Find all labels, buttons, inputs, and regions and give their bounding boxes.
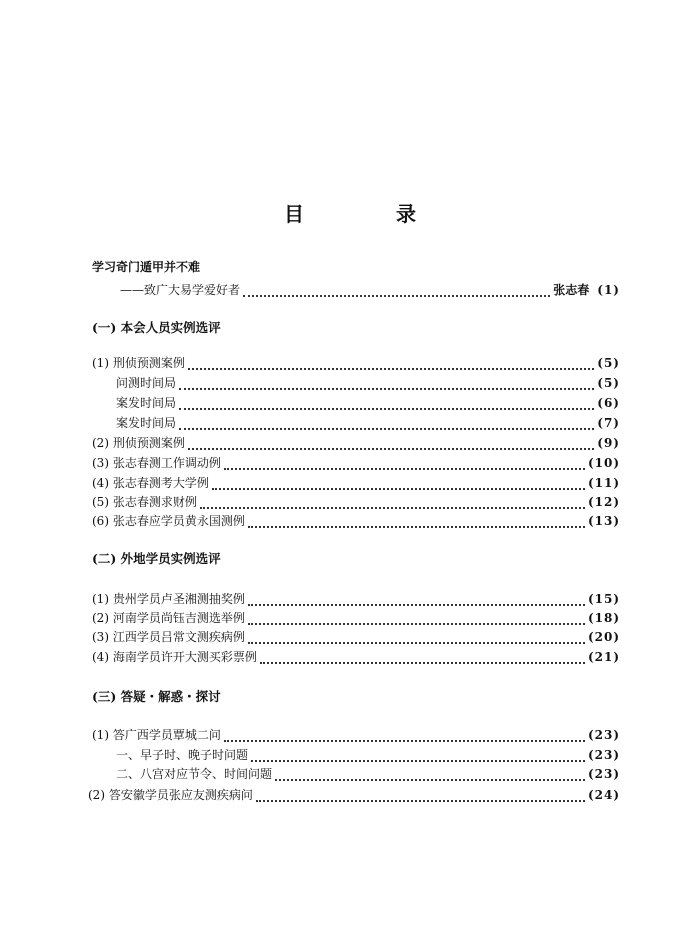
page-number: (12) — [587, 495, 620, 509]
entry-label: (1) 答广西学员覃城二问 — [92, 728, 221, 742]
toc-entry[interactable] — [92, 494, 620, 510]
section-title: (二) 外地学员实例选评 — [92, 551, 221, 566]
entry-label: (1) 贵州学员卢圣湘测抽奖例 — [92, 592, 245, 606]
entry-label: 问测时间局 — [116, 376, 177, 390]
page-number: (5) — [597, 356, 620, 370]
leader-dots — [224, 459, 585, 470]
leader-dots — [248, 633, 585, 644]
section-title: (一) 本会人员实例选评 — [92, 320, 221, 335]
page-number: (13) — [587, 514, 620, 528]
leader-dots — [188, 359, 594, 370]
entry-label: (2) 答安徽学员张应友测疾病问 — [88, 788, 253, 802]
toc-entry[interactable] — [92, 435, 620, 451]
toc-entry[interactable] — [116, 375, 620, 391]
entry-label: (5) 张志春测求财例 — [92, 495, 197, 509]
entry-label: (4) 张志春测考大学例 — [92, 476, 209, 490]
entry-label: (1) 刑侦预测案例 — [92, 356, 185, 370]
leader-dots — [251, 751, 585, 762]
page-number: (7) — [597, 416, 620, 430]
toc-entry[interactable] — [92, 610, 620, 626]
leader-dots — [200, 498, 585, 509]
entry-label: 案发时间局 — [116, 396, 177, 410]
toc-entry[interactable] — [116, 415, 620, 431]
toc-entry[interactable] — [92, 649, 620, 665]
intro-subtitle: ——致广大易学爱好者 — [120, 283, 241, 297]
toc-entry[interactable] — [92, 727, 620, 743]
entry-label: (2) 河南学员尚钰吉测选举例 — [92, 611, 245, 625]
leader-dots — [212, 479, 585, 490]
intro-title: 学习奇门遁甲并不难 — [92, 260, 201, 274]
page-number: (6) — [597, 396, 620, 410]
page-number: (23) — [587, 748, 620, 762]
toc-entry[interactable] — [116, 747, 620, 763]
leader-dots — [248, 614, 585, 625]
page-number: (21) — [587, 650, 620, 664]
toc-entry[interactable] — [88, 787, 620, 803]
page-number: (24) — [587, 788, 620, 802]
page-number: (20) — [587, 630, 620, 644]
page-title: 目 录 — [284, 202, 452, 226]
page-number: (15) — [587, 592, 620, 606]
leader-dots — [179, 399, 594, 410]
toc-entry[interactable] — [92, 455, 620, 471]
entry-label: (3) 张志春测工作调动例 — [92, 456, 221, 470]
toc-entry[interactable] — [92, 629, 620, 645]
toc-entry[interactable] — [92, 355, 620, 371]
page-number: (23) — [587, 728, 620, 742]
intro-entry[interactable] — [120, 282, 620, 298]
leader-dots — [260, 653, 585, 664]
page-number: (18) — [587, 611, 620, 625]
leader-dots — [179, 419, 594, 430]
toc-entry[interactable] — [116, 395, 620, 411]
entry-label: (2) 刑侦预测案例 — [92, 436, 185, 450]
entry-label: 案发时间局 — [116, 416, 177, 430]
leader-dots — [256, 791, 585, 802]
page-number: (23) — [587, 767, 620, 781]
entry-label: (4) 海南学员许开大测买彩票例 — [92, 650, 257, 664]
entry-label: 二、八宫对应节令、时间问题 — [116, 767, 273, 781]
page-number: (11) — [587, 476, 620, 490]
toc-entry[interactable] — [92, 513, 620, 529]
section-title: (三) 答疑・解惑・探讨 — [92, 689, 221, 704]
leader-dots — [248, 517, 585, 528]
leader-dots — [224, 731, 585, 742]
page-number: (1) — [597, 283, 620, 297]
leader-dots — [179, 379, 594, 390]
page-number: (5) — [597, 376, 620, 390]
leader-dots — [248, 595, 585, 606]
entry-label: 一、早子时、晚子时问题 — [116, 748, 249, 762]
intro-author: 张志春 — [553, 283, 590, 297]
toc-entry[interactable] — [116, 766, 620, 782]
page-number: (9) — [597, 436, 620, 450]
leader-dots — [188, 439, 594, 450]
toc-entry[interactable] — [92, 475, 620, 491]
page-number: (10) — [587, 456, 620, 470]
toc-entry[interactable] — [92, 591, 620, 607]
entry-label: (3) 江西学员吕常文测疾病例 — [92, 630, 245, 644]
leader-dots — [243, 286, 550, 297]
leader-dots — [275, 770, 585, 781]
entry-label: (6) 张志春应学员黄永国测例 — [92, 514, 245, 528]
